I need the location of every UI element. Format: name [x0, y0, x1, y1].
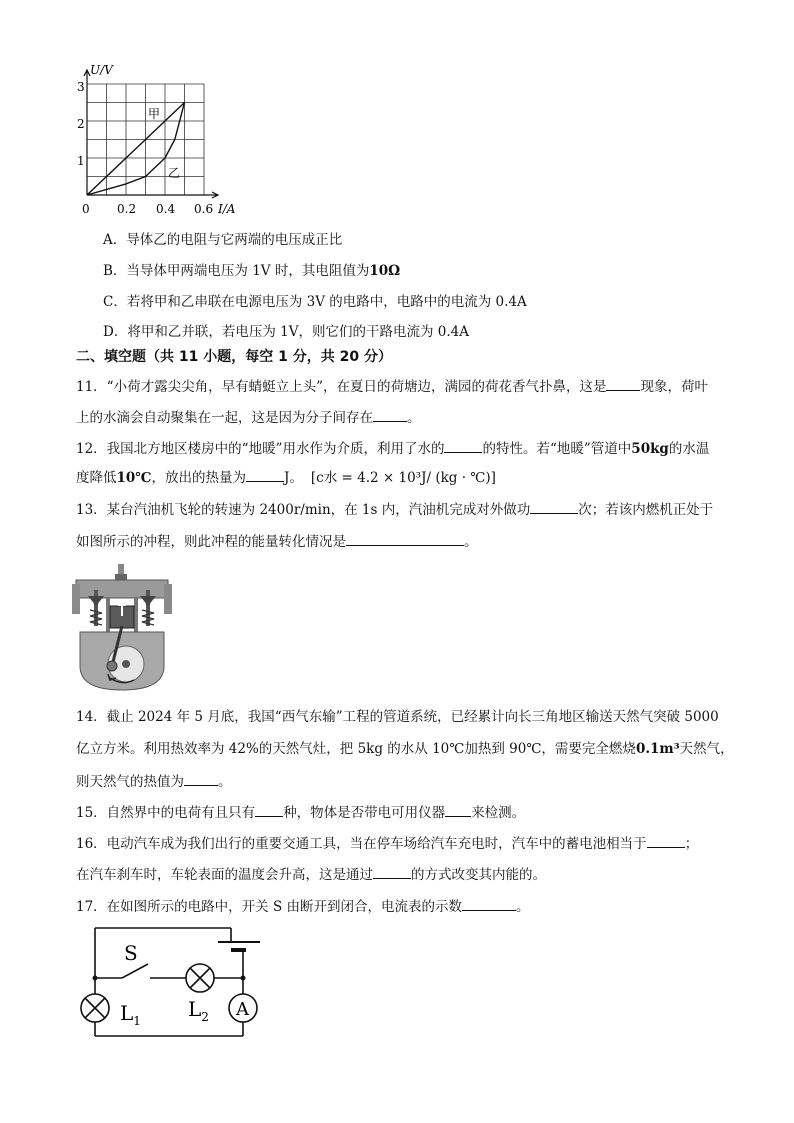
- q16-text-4: 的方式改变其内能的。: [411, 867, 546, 883]
- q13-line-1: [76, 499, 713, 520]
- q13-text-1: 13．某台汽油机飞轮的转速为 2400r/min，在 1s 内，汽油机完成对外做功: [76, 502, 531, 518]
- q11-text-3: 上的水滴会自动聚集在一起，这是因为分子间存在: [76, 410, 373, 426]
- q12-text-1: 12．我国北方地区楼房中的“地暖”用水作为介质，利用了水的: [76, 441, 445, 457]
- q12-text-4: 度降低: [76, 470, 117, 486]
- q12-temp-drop: 10℃: [116, 470, 152, 486]
- junction-dot-left: [93, 976, 98, 981]
- q14-text-2: 天然气，: [679, 741, 734, 757]
- q13-blank-1[interactable]: [530, 499, 578, 514]
- x-tick-0: 0: [82, 202, 90, 216]
- q10-option-b: [103, 261, 400, 281]
- q10-option-b-text: B．当导体甲两端电压为 1V 时，其电阻值为: [103, 263, 370, 279]
- q17-line: [76, 896, 530, 917]
- switch-blade: [122, 964, 148, 978]
- q11-line-2: [76, 407, 421, 428]
- q12-mass: 50kg: [631, 441, 669, 457]
- q15-blank-2[interactable]: [445, 802, 471, 817]
- q12-text-3: 的水温: [668, 441, 710, 457]
- x-tick-0.2: 0.2: [117, 202, 137, 216]
- q10-option-d: D．将甲和乙并联，若电压为 1V，则它们的干路电流为 0.4A: [103, 324, 469, 340]
- q14-text-4: 。: [218, 774, 232, 790]
- q13-text-4: 。: [464, 534, 478, 550]
- q10-option-a: A．导体乙的电阻与它两端的电压成正比: [103, 232, 343, 248]
- graph-curves: [87, 103, 185, 196]
- q17-text-1: 17．在如图所示的电路中，开关 S 由断开到闭合，电流表的示数: [76, 899, 463, 915]
- q14-text-1: 亿立方米。利用热效率为 42%的天然气灶，把 5kg 的水从 10℃加热到 90℃，需要完全燃烧: [76, 741, 636, 757]
- q12-blank-1[interactable]: [444, 438, 482, 453]
- y-tick-2: 2: [77, 117, 85, 131]
- q16-line-1: [76, 833, 698, 854]
- q14-line-2: [76, 739, 734, 759]
- curve-label-jia: 甲: [148, 107, 161, 121]
- q14-blank-1[interactable]: [184, 771, 218, 786]
- q12-line-1: [76, 438, 709, 459]
- q13-line-2: [76, 531, 478, 552]
- q16-blank-1[interactable]: [647, 833, 685, 848]
- q16-text-1: 16．电动汽车成为我们出行的重要交通工具，当在停车场给汽车充电时，汽车中的蓄电池相当于: [76, 836, 647, 852]
- q13-text-2: 次；若该内燃机正处于: [578, 502, 714, 518]
- q15-text-2: 种，物体是否带电可用仪器: [283, 805, 446, 821]
- q12-line-2: [76, 467, 496, 488]
- q13-text-3: 如图所示的冲程，则此冲程的能量转化情况是: [76, 534, 346, 550]
- q10-option-c: C．若将甲和乙串联在电源电压为 3V 的电路中，电路中的电流为 0.4A: [103, 294, 527, 310]
- section-heading: 二、填空题（共 11 小题，每空 1 分，共 20 分）: [76, 349, 392, 365]
- q10-option-b-value: 10Ω: [369, 263, 401, 279]
- q15-blank-1[interactable]: [255, 802, 283, 817]
- ui-graph: [70, 60, 250, 220]
- y-tick-3: 3: [77, 80, 85, 94]
- q11-blank-2[interactable]: [373, 407, 407, 422]
- junction-dot-right: [241, 976, 246, 981]
- curve-label-yi: 乙: [168, 166, 181, 180]
- x-axis-label: I/A: [218, 202, 236, 216]
- switch-label: S: [124, 941, 138, 965]
- q12-text-2: 的特性。若“地暖”管道中: [482, 441, 632, 457]
- engine-stroke-figure: [72, 560, 176, 696]
- q14-line-1: 14．截止 2024 年 5 月底，我国“西气东输”工程的管道系统，已经累计向长三角地区输送天然气突破 5000: [76, 709, 719, 725]
- q16-text-3: 在汽车刹车时，车轮表面的温度会升高，这是通过: [76, 867, 373, 883]
- spark-plug-icon: [118, 564, 124, 574]
- q16-blank-2[interactable]: [373, 864, 411, 879]
- q11-text-1: 11．“小荷才露尖尖角，早有蜻蜓立上头”，在夏日的荷塘边，满园的荷花香气扑鼻，这是: [76, 379, 607, 395]
- q12-blank-2[interactable]: [246, 467, 284, 482]
- q11-text-2: 现象，荷叶: [640, 379, 708, 395]
- q11-text-4: 。: [407, 410, 421, 426]
- q15-text-1: 15．自然界中的电荷有且只有: [76, 805, 256, 821]
- q14-volume: 0.1m³: [635, 741, 680, 757]
- q12-text-5: ，放出的热量为: [151, 470, 246, 486]
- q14-text-3: 则天然气的热值为: [76, 774, 184, 790]
- q12-text-6: J。: [283, 470, 303, 486]
- q17-text-2: 。: [516, 899, 530, 915]
- x-tick-0.4: 0.4: [156, 202, 176, 216]
- q13-blank-2[interactable]: [346, 531, 464, 546]
- q17-blank-1[interactable]: [462, 896, 516, 911]
- q16-text-2: ；: [684, 836, 699, 852]
- q14-line-3: [76, 771, 232, 792]
- q16-line-2: [76, 864, 546, 885]
- ammeter-label: A: [236, 999, 249, 1020]
- q11-blank-1[interactable]: [606, 376, 640, 391]
- q11-line-1: [76, 376, 708, 397]
- y-tick-1: 1: [77, 154, 85, 168]
- y-axis-label: U/V: [90, 63, 113, 77]
- x-tick-0.6: 0.6: [194, 202, 214, 216]
- lamp-l2-label: $L_2$: [188, 997, 209, 1024]
- lamp-l1-label: $L_1$: [120, 1001, 141, 1028]
- circuit-diagram: [70, 920, 270, 1042]
- q15-line: [76, 802, 525, 823]
- q15-text-3: 来检测。: [471, 805, 526, 821]
- q12-specific-heat: [c水 = 4.2 × 10³J/ (kg · ℃)]: [310, 470, 496, 486]
